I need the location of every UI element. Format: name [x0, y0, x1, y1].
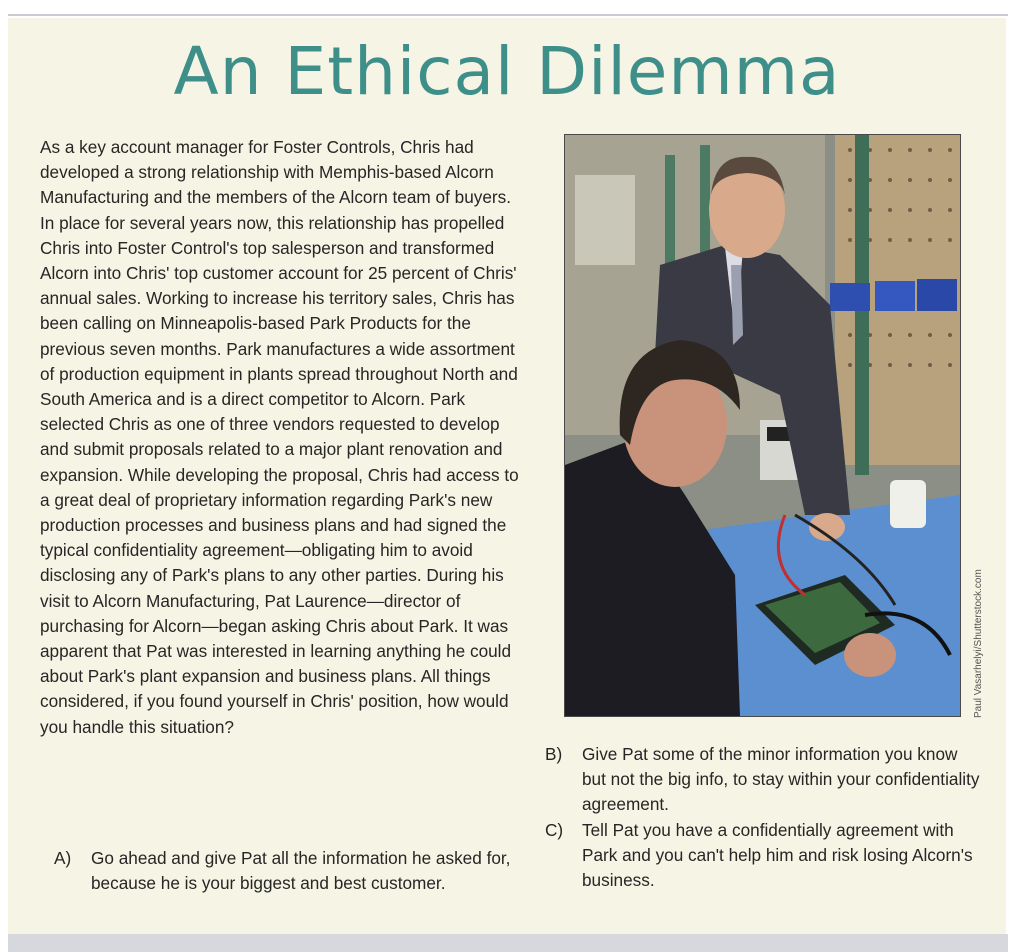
- option-b-text: Give Pat some of the minor information you know but not the big info, to stay within your confidentiality agreement.: [582, 744, 980, 815]
- option-c-letter: C): [545, 820, 564, 840]
- option-a-letter: A): [54, 848, 72, 868]
- top-scan-edge: [0, 0, 1030, 16]
- case-body-text: As a key account manager for Foster Controls, Chris had developed a strong relationship with Memphis-based Alcorn Manufacturing and the members of the Alcorn team of buyers. In place for several years now, this relationship has propelled Chris into Foster Control's top salesperson and transformed Alcorn into Chris' top customer account for 25 percent of Chris' annual sales. Working to increase his territory sales, Chris has been calling on Minneapolis-based Park Products for the previous seven months. Park manufactures a wide assortment of production equipment in plants spread throughout North and South America and is a direct competitor to Alcorn. Park selected Chris as one of three vendors requested to develop and submit proposals related to a major plant renovation and expansion. While developing the proposal, Chris had access to a great deal of proprietary information regarding Park's new production processes and business plans and had signed the typical confidentiality agreement—obligating him to avoid disclosing any of Park's plans to any other parties. During his visit to Alcorn Manufacturing, Pat Laurence—director of purchasing for Alcorn—began asking Chris about Park. It was apparent that Pat was interested in learning anything he could about Park's plant expansion and business plans. All things considered, if you found yourself in Chris' position, how would you handle this situation?: [40, 137, 519, 737]
- option-b-letter: B): [545, 744, 563, 764]
- option-c-text: Tell Pat you have a confidentially agreement with Park and you can't help him and risk losing Alcorn's business.: [582, 820, 973, 891]
- option-a-text: Go ahead and give Pat all the information he asked for, because he is your biggest and best customer.: [91, 848, 511, 894]
- photo-credit: [970, 418, 990, 718]
- bottom-scan-edge: [8, 934, 1008, 952]
- page: [8, 18, 1006, 934]
- photo-engineers-circuit-board: [564, 134, 961, 717]
- page-title: An Ethical Dilemma: [173, 33, 841, 110]
- photo-credit-text: Paul Vasarhelyi/Shutterstock.com: [973, 569, 984, 718]
